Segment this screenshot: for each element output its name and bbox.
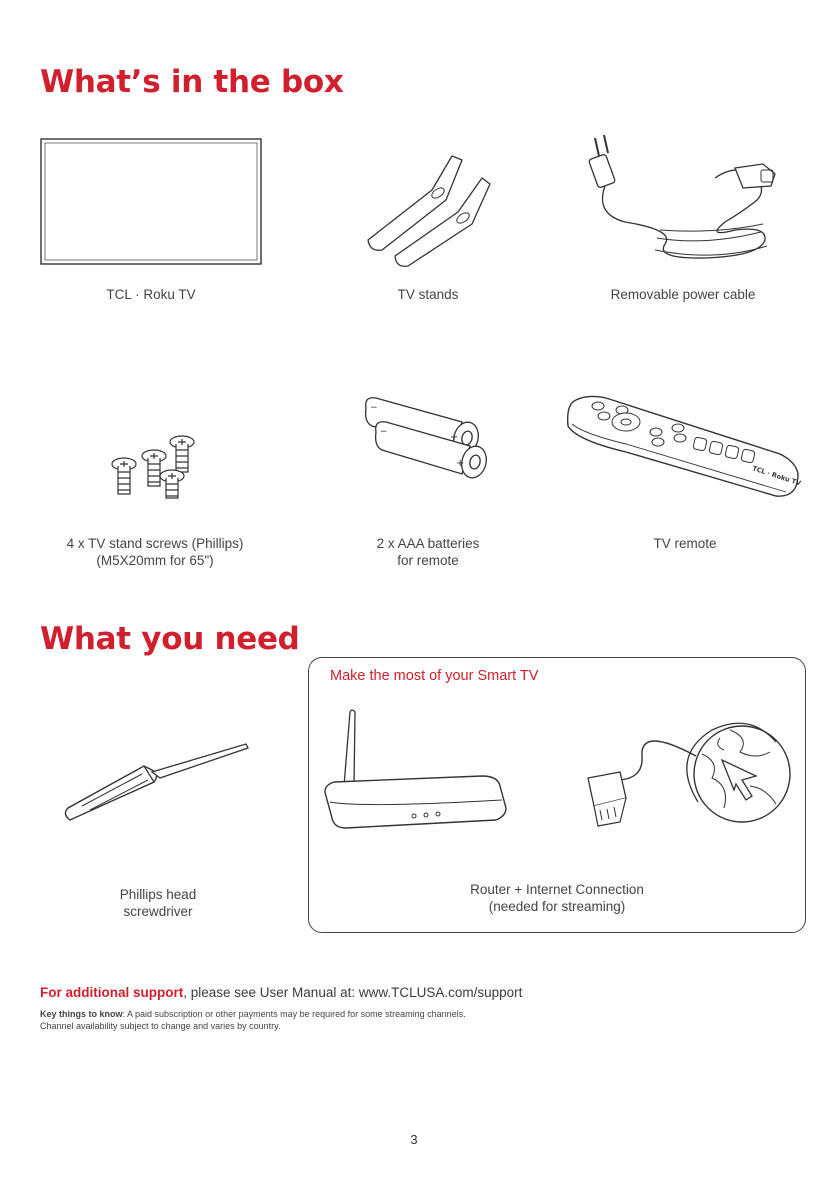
power-cable-caption: Removable power cable [610,287,756,302]
tv-illustration [40,138,262,268]
key-things-bold: Key things to know [40,1009,123,1019]
router-illustration [322,708,508,832]
smart-tv-panel-title: Make the most of your Smart TV [330,668,539,684]
support-bold: For additional support [40,985,184,1000]
tv-stands-caption: TV stands [397,287,459,302]
page-number: 3 [410,1132,418,1147]
key-things-line1: : A paid subscription or other payments may be required for some streaming channels. [122,1009,466,1019]
screwdriver-caption [60,886,256,920]
remote-illustration [566,394,800,502]
screws-illustration [108,432,198,500]
svg-text:−: − [380,427,388,437]
router-caption-line1: Router + Internet Connection [470,882,644,897]
batteries-illustration [362,388,488,488]
batteries-caption-line1: 2 x AAA batteries [376,536,480,551]
batteries-caption [330,535,526,569]
internet-globe-illustration [580,716,790,836]
section-title-what-you-need: What you need [40,621,300,657]
screws-caption-line1: 4 x TV stand screws (Phillips) [66,536,244,551]
support-text: , please see User Manual at: www.TCLUSA.com/support [183,985,523,1000]
router-caption [430,881,684,915]
router-caption-line2: (needed for streaming) [488,899,626,914]
screwdriver-illustration [62,744,252,824]
remote-caption: TV remote [653,536,717,551]
tv-caption: TCL · Roku TV [106,287,196,302]
screwdriver-caption-line2: screwdriver [123,904,193,919]
svg-text:−: − [370,403,378,413]
batteries-caption-line2: for remote [397,553,459,568]
svg-text:+: + [456,458,465,469]
key-things-line2: Channel availability subject to change and varies by country. [40,1020,281,1031]
support-line [40,985,522,1000]
screws-caption [40,535,270,569]
power-cable-illustration [585,134,785,266]
screwdriver-caption-line1: Phillips head [119,887,197,902]
section-title-in-box: What’s in the box [40,64,344,100]
remote-brand-text: TCL · Roku TV [751,464,802,488]
tv-stands-illustration [360,148,500,268]
key-things-note [40,1009,640,1032]
svg-text:+: + [450,432,459,443]
screws-caption-line2: (M5X20mm for 65") [96,553,214,568]
